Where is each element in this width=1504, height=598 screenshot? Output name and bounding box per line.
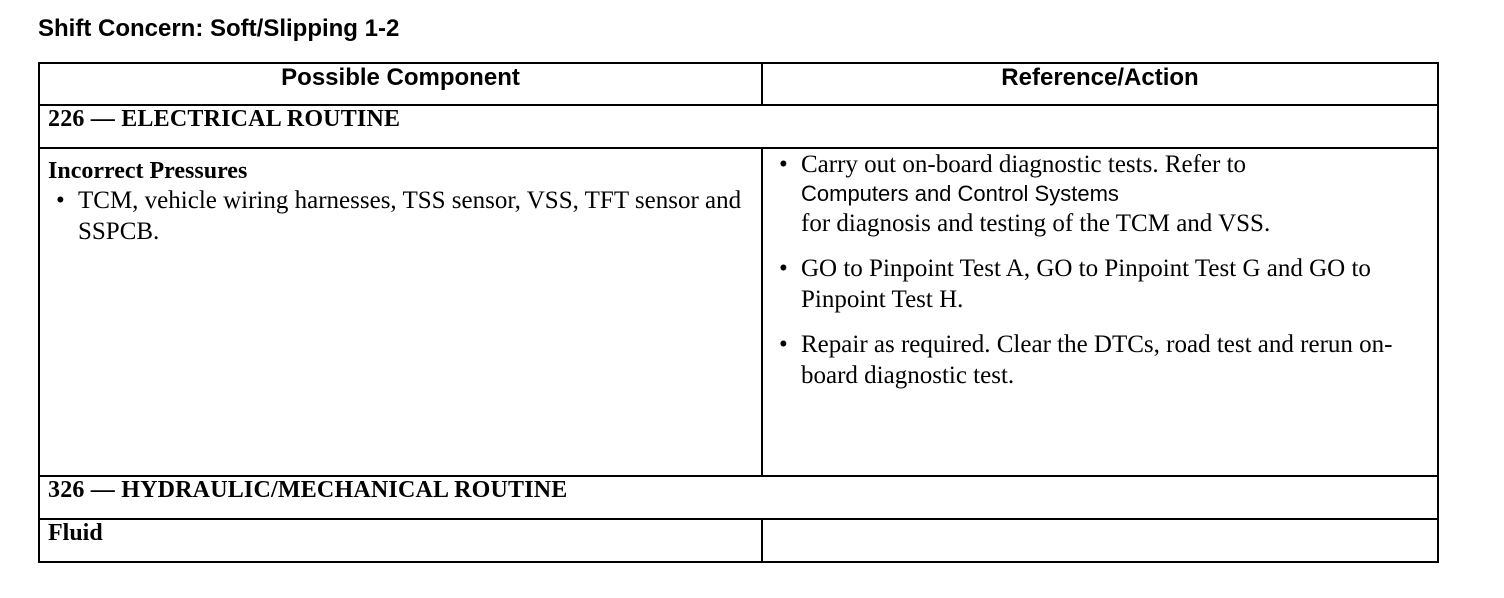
action-text: Repair as required. Clear the DTCs, road test and rerun on-board diagnostic test. <box>801 331 1393 389</box>
list-item <box>771 329 1429 391</box>
bullet-icon: • <box>779 255 788 282</box>
component-title: Incorrect Pressures <box>48 158 248 184</box>
component-list <box>48 185 753 247</box>
page-title: Shift Concern: Soft/Slipping 1-2 <box>38 15 400 42</box>
component-item-text: TCM, vehicle wiring harnesses, TSS sensor, VSS, TFT sensor and SSPCB. <box>78 187 742 245</box>
list-item <box>48 185 753 247</box>
action-text: for diagnosis and testing of the TCM and VSS. <box>801 210 1271 237</box>
bullet-icon: • <box>779 151 788 178</box>
bullet-icon: • <box>56 187 65 214</box>
list-item <box>771 253 1429 315</box>
action-list <box>771 149 1429 391</box>
reference-link[interactable]: Computers and Control Systems <box>801 181 1119 206</box>
header-row <box>39 63 1438 105</box>
routine-title-hydraulic: 326 — HYDRAULIC/MECHANICAL ROUTINE <box>39 476 1438 519</box>
routine-row-electrical <box>39 105 1438 148</box>
action-cell <box>762 519 1438 562</box>
action-text: Carry out on-board diagnostic tests. Refer to <box>801 151 1247 178</box>
action-text: GO to Pinpoint Test A, GO to Pinpoint Test G and GO to Pinpoint Test H. <box>801 255 1371 313</box>
component-cell <box>39 148 762 476</box>
table-row <box>39 148 1438 476</box>
bullet-icon: • <box>779 331 788 358</box>
header-reference-action: Reference/Action <box>762 63 1438 105</box>
component-title: Fluid <box>39 519 762 562</box>
header-possible-component: Possible Component <box>39 63 762 105</box>
routine-title-electrical: 226 — ELECTRICAL ROUTINE <box>39 105 1438 148</box>
table-row <box>39 519 1438 562</box>
list-item <box>771 149 1429 239</box>
routine-row-hydraulic <box>39 476 1438 519</box>
diagnosis-table <box>38 62 1439 563</box>
action-cell <box>762 148 1438 476</box>
